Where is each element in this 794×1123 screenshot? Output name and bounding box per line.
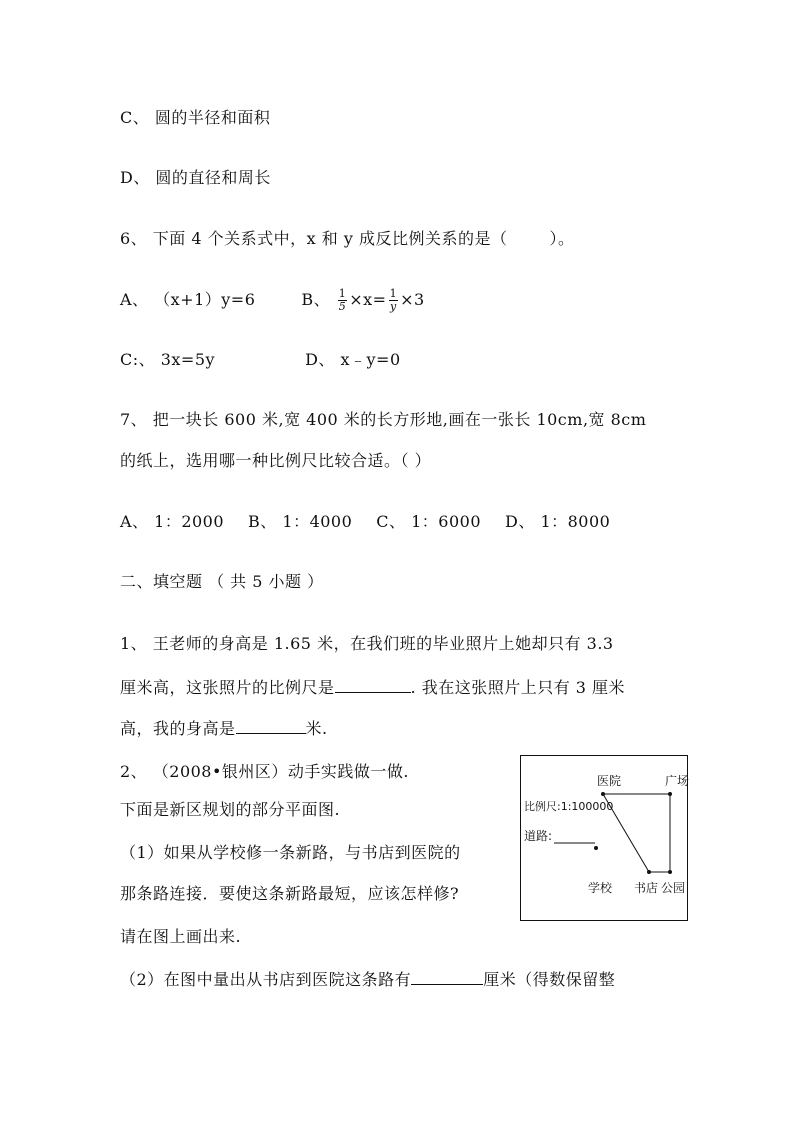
- answer-blank[interactable]: [411, 968, 483, 985]
- q6-option-a: A、 （x+1）y=6: [120, 290, 256, 309]
- fq2-line-3: （1）如果从学校修一条新路，与书店到医院的: [120, 843, 461, 862]
- fq1-line-1: 1、 王老师的身高是 1.65 米，在我们班的毕业照片上她却只有 3.3: [120, 634, 614, 653]
- q6-options-cd: [120, 350, 401, 370]
- q7-options: [120, 512, 610, 532]
- label-scale: 比例尺:1:100000: [524, 800, 614, 813]
- planning-map: [520, 755, 688, 921]
- fq2-line-5: 请在图上画出来.: [120, 927, 242, 946]
- q6-stem: [120, 229, 574, 249]
- square-point: [668, 792, 672, 796]
- school-point: [594, 846, 598, 850]
- label-square: 广场: [665, 774, 690, 788]
- answer-blank[interactable]: [335, 676, 411, 693]
- q5-option-c: C、 圆的半径和面积: [120, 108, 271, 127]
- label-park: 公园: [661, 881, 686, 895]
- fq1-line-3-a: 高，我的身高是: [120, 719, 236, 738]
- fq1-line-3-b: 米.: [305, 719, 328, 738]
- answer-blank[interactable]: [236, 717, 306, 734]
- fq2-line-2: 下面是新区规划的部分平面图.: [120, 800, 341, 819]
- q7-option-a: A、 1：2000: [120, 512, 225, 531]
- q6-option-b-end: ×3: [400, 290, 425, 309]
- q7-line-2: 的纸上，选用哪一种比例尺比较合适。（ ）: [120, 451, 432, 470]
- fq1-line-2-b: . 我在这张照片上只有 3 厘米: [410, 678, 626, 697]
- bookstore-point: [647, 870, 651, 874]
- label-bookstore: 书店: [634, 881, 659, 895]
- q7-line-1: 7、 把一块长 600 米,宽 400 米的长方形地,画在一张长 10cm,宽 8cm: [120, 410, 647, 429]
- q6-stem-close: ）。: [549, 229, 575, 248]
- fq1-line-2: [120, 676, 625, 698]
- q7-option-b: B、 1：4000: [248, 512, 353, 531]
- fraction-denominator: 5: [338, 300, 347, 313]
- fraction-numerator: 1: [338, 287, 347, 300]
- q7-option-d: D、 1：8000: [505, 512, 611, 531]
- fq2-line-1: 2、 （2008•银州区）动手实践做一做.: [120, 762, 410, 781]
- q6-stem-text: 6、 下面 4 个关系式中，x 和 y 成反比例关系的是（: [120, 229, 508, 248]
- q6-option-c: C:、 3x=5y: [120, 350, 216, 369]
- label-road: 道路:: [524, 829, 553, 843]
- q6-option-b-mid: ×x=: [349, 290, 387, 309]
- hospital-point: [601, 792, 605, 796]
- fraction-numerator: 1: [389, 287, 398, 300]
- label-hospital: 医院: [597, 774, 622, 788]
- section-heading: 二、填空题 （ 共 5 小题 ）: [120, 572, 324, 591]
- fq2-line-6-a: （2）在图中量出从书店到医院这条路有: [120, 970, 412, 989]
- label-school: 学校: [588, 881, 613, 895]
- fq2-line-6: [120, 968, 615, 990]
- q6-fraction-2: [389, 288, 399, 313]
- q6-fraction-1: [338, 288, 348, 313]
- q6-option-b-label: B、: [301, 290, 331, 309]
- fq2-line-6-b: 厘米（得数保留整: [483, 970, 616, 989]
- q5-option-d: D、 圆的直径和周长: [120, 168, 271, 187]
- q6-option-d: D、 x﹣y=0: [305, 350, 401, 369]
- q7-option-c: C、 1：6000: [376, 512, 482, 531]
- fq1-line-3: [120, 717, 328, 739]
- fraction-denominator: y: [389, 300, 397, 313]
- fq2-line-4: 那条路连接．要使这条新路最短，应该怎样修?: [120, 884, 460, 903]
- fq1-line-2-a: 厘米高，这张照片的比例尺是: [120, 678, 335, 697]
- q6-options-ab: [120, 288, 425, 313]
- park-point: [668, 870, 672, 874]
